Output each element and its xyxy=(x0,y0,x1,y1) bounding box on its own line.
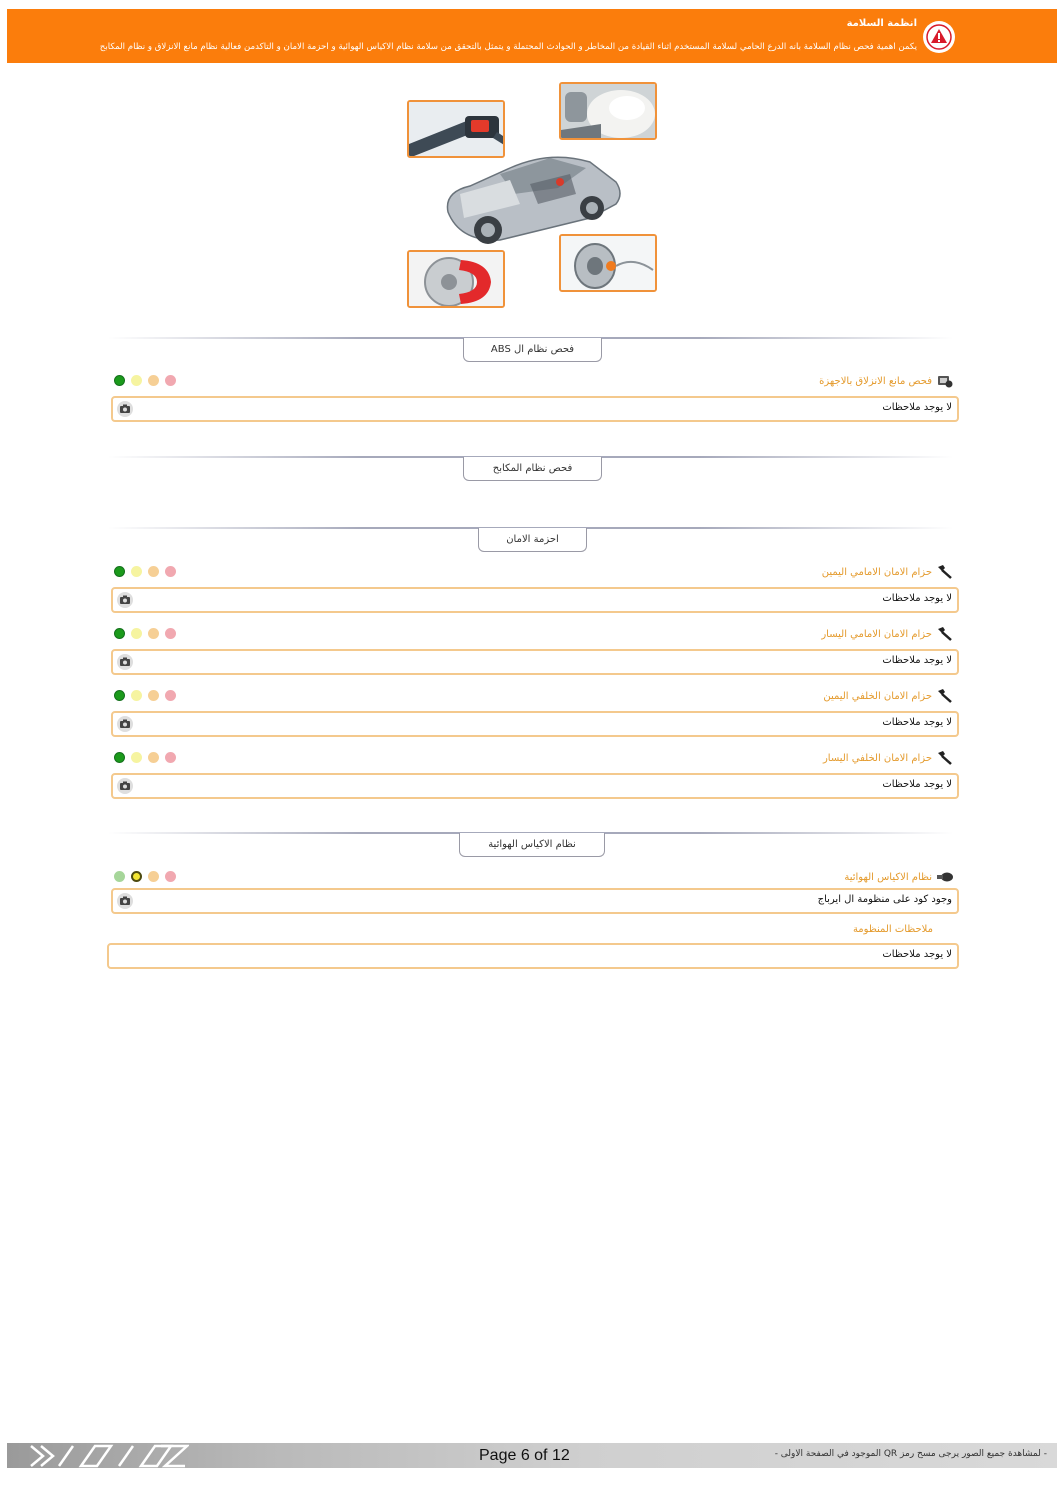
status-green-dot xyxy=(114,871,125,882)
wrench-icon xyxy=(936,750,954,766)
wrench-icon xyxy=(936,626,954,642)
check-item-title xyxy=(844,869,954,885)
section-label-abs: فحص نظام ال ABS xyxy=(463,338,602,362)
camera-icon[interactable] xyxy=(117,654,133,670)
status-yellow-dot xyxy=(131,375,142,386)
brand-logo xyxy=(29,1444,189,1472)
status-lights xyxy=(114,566,176,577)
camera-icon[interactable] xyxy=(117,716,133,732)
status-lights xyxy=(114,375,176,386)
check-item-label: حزام الامان الخلفي اليمين xyxy=(823,690,932,702)
brake-rotor-image xyxy=(559,234,657,292)
system-notes-title: ملاحظات المنظومة xyxy=(852,924,933,935)
note-box xyxy=(111,888,959,914)
note-box xyxy=(111,396,959,422)
camera-icon[interactable] xyxy=(117,778,133,794)
status-lights xyxy=(114,628,176,639)
status-orange-dot xyxy=(148,628,159,639)
camera-icon[interactable] xyxy=(117,592,133,608)
note-box xyxy=(111,711,959,737)
status-yellow-dot-active xyxy=(131,871,142,882)
check-item-label: حزام الامان الامامي اليمين xyxy=(821,566,932,578)
status-yellow-dot xyxy=(131,566,142,577)
system-notes-box xyxy=(107,943,959,969)
status-red-dot xyxy=(165,566,176,577)
status-green-dot xyxy=(114,690,125,701)
status-green-dot xyxy=(114,752,125,763)
brake-caliper-image xyxy=(407,250,505,308)
note-text: لا يوجد ملاحظات xyxy=(882,779,952,790)
camera-icon[interactable] xyxy=(117,893,133,909)
status-orange-dot xyxy=(148,566,159,577)
safety-illustration xyxy=(400,76,670,316)
check-item-label: حزام الامان الخلفي اليسار xyxy=(822,752,932,764)
check-item-title xyxy=(822,564,954,580)
note-text: لا يوجد ملاحظات xyxy=(882,655,952,666)
check-item-label: نظام الاكياس الهوائية xyxy=(844,871,932,883)
camera-icon[interactable] xyxy=(117,401,133,417)
status-yellow-dot xyxy=(131,628,142,639)
warning-icon xyxy=(923,21,955,53)
section-title: انظمة السلامة xyxy=(846,18,917,29)
safety-header-banner xyxy=(7,9,1057,63)
status-orange-dot xyxy=(148,871,159,882)
diagnostic-icon xyxy=(936,373,954,389)
status-orange-dot xyxy=(148,690,159,701)
check-item-title xyxy=(823,688,954,704)
note-box xyxy=(111,587,959,613)
section-label-brakes: فحص نظام المكابح xyxy=(463,457,602,481)
status-red-dot xyxy=(165,375,176,386)
check-item-label: فحص مانع الانزلاق بالاجهزة xyxy=(819,375,932,387)
status-red-dot xyxy=(165,871,176,882)
note-text: لا يوجد ملاحظات xyxy=(882,593,952,604)
note-text: وجود كود على منظومة ال ايرباج xyxy=(817,894,952,905)
status-red-dot xyxy=(165,690,176,701)
section-label-airbags: نظام الاكياس الهوائية xyxy=(459,833,605,857)
status-lights xyxy=(114,690,176,701)
status-lights xyxy=(114,752,176,763)
airbag-image xyxy=(559,82,657,140)
status-yellow-dot xyxy=(131,690,142,701)
footer-hint: - لمشاهدة جميع الصور يرجى مسح رمز QR الموجود في الصفحة الاولى - xyxy=(774,1449,1047,1459)
note-box xyxy=(111,773,959,799)
note-text: لا يوجد ملاحظات xyxy=(882,402,952,413)
section-description: يكمن اهمية فحص نظام السلامة بانه الدرع الحامي لسلامة المستخدم اثناء القيادة من المخاطر و الحوادث المحتملة و يتمثل بالتحقق من سلامة نظام الاكياس الهوائية و احزمة الامان و التاكدمن فعالية نظام مانع الانزلاق و نظام المكابح xyxy=(99,42,917,52)
status-orange-dot xyxy=(148,752,159,763)
status-red-dot xyxy=(165,628,176,639)
status-orange-dot xyxy=(148,375,159,386)
status-green-dot xyxy=(114,375,125,386)
check-item-label: حزام الامان الامامي اليسار xyxy=(821,628,932,640)
check-item-title xyxy=(821,626,954,642)
section-label-seatbelts: احزمة الامان xyxy=(478,528,587,552)
note-box xyxy=(111,649,959,675)
wrench-icon xyxy=(936,564,954,580)
status-red-dot xyxy=(165,752,176,763)
page-number: Page 6 of 12 xyxy=(479,1447,570,1464)
check-item-title xyxy=(823,750,954,766)
wrench-icon xyxy=(936,688,954,704)
check-item-title xyxy=(819,373,954,389)
status-green-dot xyxy=(114,566,125,577)
status-green-dot xyxy=(114,628,125,639)
note-text: لا يوجد ملاحظات xyxy=(882,717,952,728)
status-yellow-dot xyxy=(131,752,142,763)
status-lights xyxy=(114,871,176,882)
page-footer xyxy=(7,1443,1057,1468)
system-notes-text: لا يوجد ملاحظات xyxy=(882,949,952,960)
airbag-icon xyxy=(936,869,954,885)
